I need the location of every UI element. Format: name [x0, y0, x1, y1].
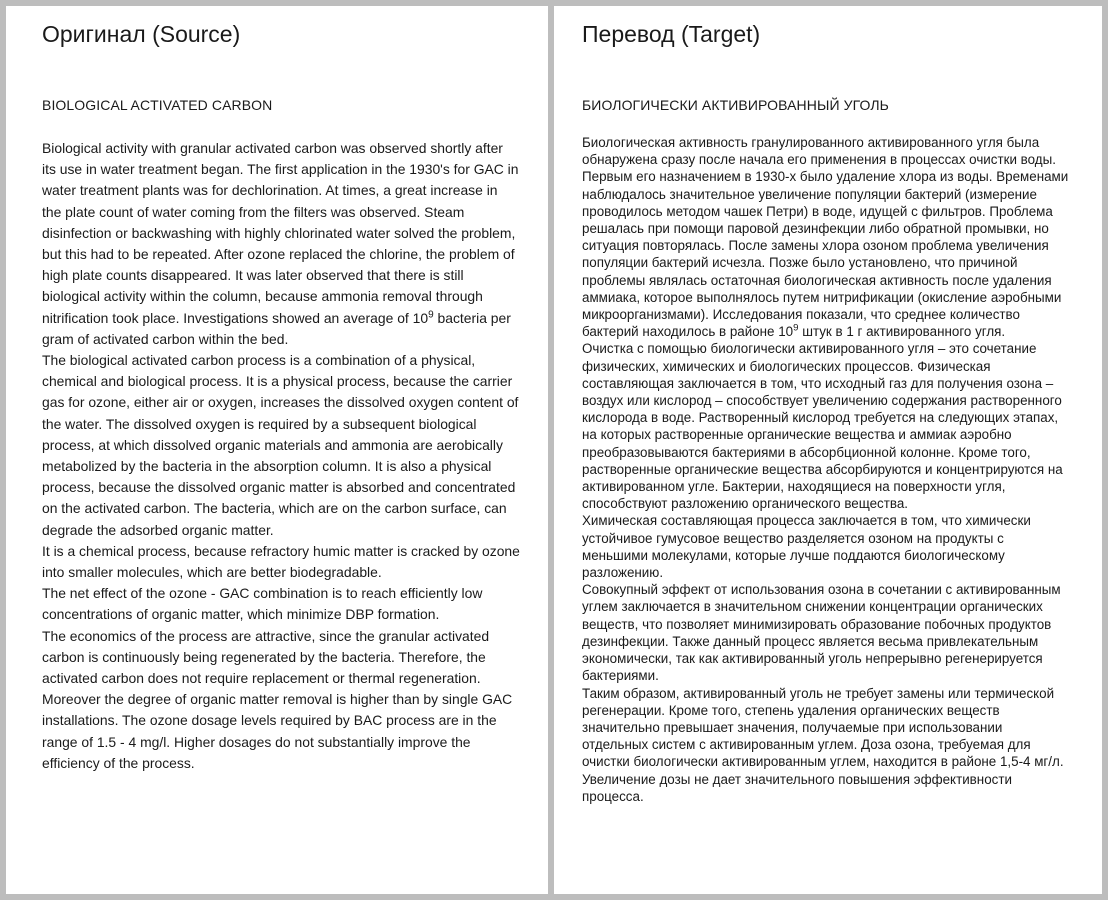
- source-paragraph: It is a chemical process, because refractory humic matter is cracked by ozone into smaller molecules, which are better biodegradable.: [42, 542, 520, 581]
- target-panel: [554, 6, 1102, 894]
- source-paragraph: The biological activated carbon process is a combination of a physical, chemical and biological process. It is a physical process, because the carrier gas for ozone, either air or oxygen, increases the dissolved oxygen content of the water. The dissolved oxygen is required by a subsequent biological process, at which dissolved organic materials and ammonia are aerobically metabolized by the bacteria in the absorption column. It is also a physical process, because the dissolved organic matter is absorbed and concentrated on the activated carbon. The bacteria, which are on the carbon surface, can degrade the adsorbed organic matter.: [42, 352, 519, 538]
- target-paragraph: Таким образом, активированный уголь не требует замены или термической регенерации. Кроме того, степень удаления органических веществ значительно превышает значения, получаемые при использовании отдельных систем с активированным углем. Доза озона, требуемая для очистки биологически активированным углем, находится в районе 1,5-4 мг/л. Увеличение дозы не дает значительного повышения эффективности процесса.: [582, 685, 1064, 804]
- exponent: 9: [428, 309, 434, 321]
- target-paragraph: Биологическая активность гранулированного активированного угля была обнаружена сразу после начала его применения в процессах очистки воды. Первым его назначением в 1930-х было удаление хлора из воды. Временами наблюдалось значительное увеличение популяции бактерий (измерение проводилось методом чашек Петри) в воде, идущей с фильтров. Проблема решалась при помощи паровой дезинфекции либо обратной промывки, но ситуация повторялась. После замены хлора озоном проблема увеличения популяции бактерий исчезла. Позже было установлено, что причиной проблемы являлась остаточная биологическая активность после удаления аммиака, которое выполнялось путем нитрификации (окисление аэробными микроорганизмами). Исследования показали, что среднее количество бактерий находилось в районе $10^9$ штук в 1 г активированного угля.: [582, 135, 1069, 340]
- target-paragraph: Очистка с помощью биологически активированного угля – это сочетание физических, химических и биологических процессов. Физическая составляющая заключается в том, что исходный газ для получения озона – воздух или кислород – способствует увеличению содержания растворенного кислорода в воде. Растворенный кислород требуется на следующих этапах, на которых растворенные органические вещества и аммиак аэробно преобразовываются бактериями в абсорбционной колонне. Кроме того, растворенные органические вещества абсорбируются и концентрируются на активированном угле. Бактерии, находящиеся на поверхности угля, способствуют разложению органического вещества.: [582, 341, 1063, 512]
- source-panel: [6, 6, 548, 894]
- source-paragraph: The net effect of the ozone - GAC combination is to reach efficiently low concentrations of organic matter, which minimize DBP formation.: [42, 585, 483, 623]
- source-paragraph: The economics of the process are attractive, since the granular activated carbon is continuously being regenerated by the bacteria. Therefore, the activated carbon does not require replacement or thermal regeneration. Moreover the degree of organic matter removal is higher than by single GAC installations. The ozone dosage levels required by BAC process are in the range of 1.5 - 4 mg/l. Higher dosages do not substantially improve the efficiency of the process.: [42, 627, 513, 771]
- source-document-title: BIOLOGICAL ACTIVATED CARBON: [42, 97, 273, 113]
- target-paragraph: Химическая составляющая процесса заключается в том, что химически устойчивое гумусовое вещество разделяется озоном на продукты с меньшими молекулами, которые лучше поддаются биологическому разложению.: [582, 513, 1031, 581]
- target-panel-header: Перевод (Target): [582, 21, 761, 47]
- source-panel-header: Оригинал (Source): [42, 21, 241, 47]
- exponent: 9: [793, 322, 799, 334]
- target-paragraph: Совокупный эффект от использования озона в сочетании с активированным углем заключается в значительном снижении концентрации органических веществ, что позволяет минимизировать образование побочных продуктов дезинфекции. Также данный процесс является весьма привлекательным экономически, так как активированный уголь непрерывно регенерируется бактериями.: [582, 582, 1061, 684]
- target-document-body: [582, 134, 1102, 805]
- source-document-body: [42, 138, 548, 774]
- target-document-title: БИОЛОГИЧЕСКИ АКТИВИРОВАННЫЙ УГОЛЬ: [582, 97, 889, 113]
- source-paragraph: Biological activity with granular activated carbon was observed shortly after its use in water treatment began. The first application in the 1930's for GAC in water treatment plants was for dechlorination. At times, a great increase in the plate count of water coming from the filters was observed. Steam disinfection or backwashing with highly chlorinated water solved the problem, but this had to be repeated. After ozone replaced the chlorine, the problem of high plate counts disappeared. It was later observed that there is still biological activity within the column, because ammonia removal through nitrification took place. Investigations showed an average of $10^9$ bacteria per gram of activated carbon within the bed.: [42, 140, 519, 347]
